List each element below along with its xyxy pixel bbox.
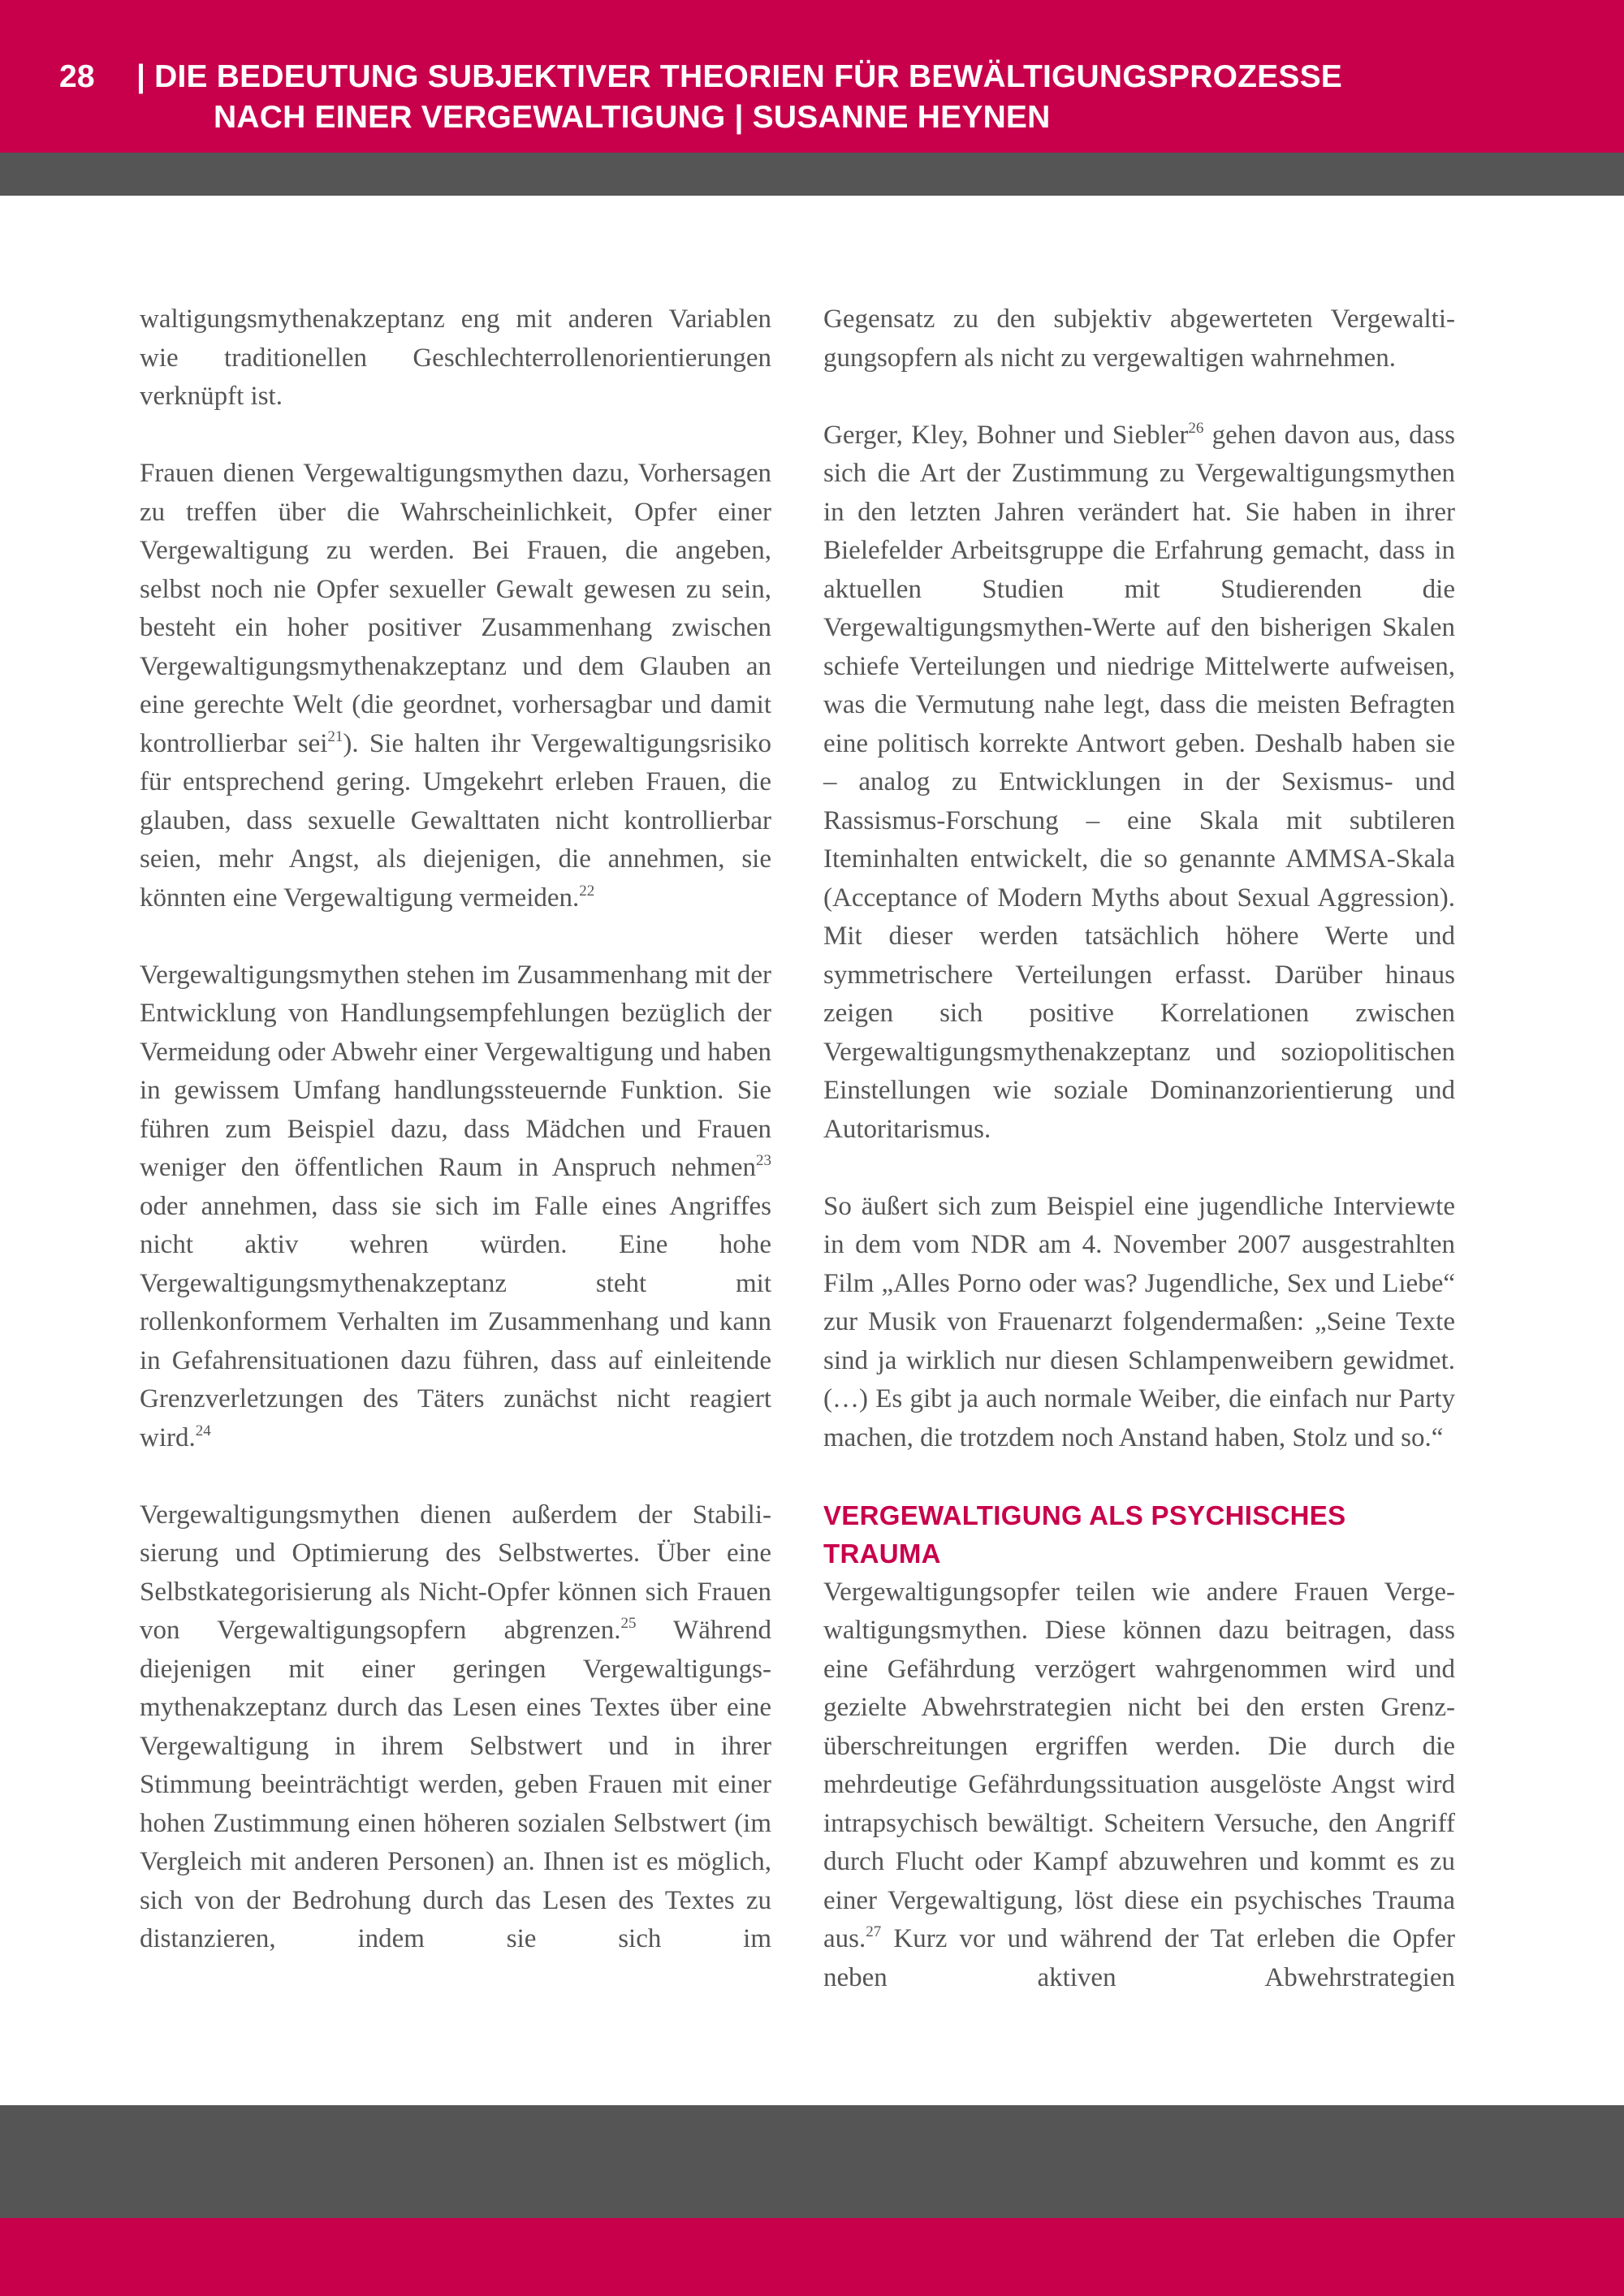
footnote-ref: 26 [1188,419,1204,437]
footnote-ref: 27 [866,1923,882,1940]
header-gray-band [0,153,1624,196]
paragraph: Gegensatz zu den subjektiv abgewerteten Vergewaltigungsopfern als nicht zu vergewaltigen wahrnehmen. [823,304,1455,373]
page-number: 28 [59,59,95,94]
paragraph: Vergewaltigungsmythen dienen außerdem der Stabilisierung und Optimierung des Selbstwertes. Über eine Selbstkategorisierung als Nicht-Opfer können sich Frauen von Vergewaltigungsopfern abgrenzen.$^{25}$ Während diejenigen mit einer geringen Vergewaltigungsmythenakzeptanz durch das Lesen eines Textes über eine Vergewaltigung in ihrem Selbstwert und in ihrer Stimmung beeinträchtigt werden, geben Frauen mit einer hohen Zustimmung einen höheren sozialen Selbstwert (im Vergleich mit anderen Personen) an. Ihnen ist es möglich, sich von der Bedrohung durch das Lesen des Textes zu distanzieren, indem sie sich im [140,1500,771,1953]
paragraph: Gerger, Kley, Bohner und Siebler$^{26}$ gehen davon aus, dass sich die Art der Zustimmung zu Vergewaltigungsmythen in den letzten Jahren verändert hat. Sie haben in ihrer Bielefelder Arbeitsgruppe die Erfahrung gemacht, dass in aktuellen Studien mit Studierenden die Vergewaltigungsmythen-Werte auf den bisherigen Skalen schiefe Verteilungen und niedrige Mittelwerte aufweisen, was die Vermutung nahe legt, dass die meisten Befragten eine politisch korrekte Antwort geben. Deshalb haben sie – analog zu Entwicklungen in der Sexismus- und Rassismus-Forschung – eine Skala mit subtileren Iteminhalten entwickelt, die so genannte AMMSA-Skala (Acceptance of Modern Myths about Sexual Aggression). Mit dieser werden tatsächlich höhere Werte und symmetrischere Verteilungen erfasst. Darüber hinaus zeigen sich positive Korrelationen zwischen Vergewaltigungsmythenakzeptanz und soziopolitischen Einstellungen wie soziale Dominanzorientierung und Autoritarismus. [823,419,1456,1144]
footer-gray-band [0,2105,1624,2218]
running-title-line-2: NACH EINER VERGEWALTIGUNG | SUSANNE HEYNEN [214,100,1051,135]
running-head [59,57,1342,138]
footnote-ref: 22 [579,882,595,900]
footer-accent-band [0,2218,1624,2296]
footnote-ref: 23 [756,1152,771,1169]
footnote-ref: 25 [620,1615,637,1632]
section-heading: VERGEWALTIGUNG ALS PSYCHISCHES TRAUMA [823,1500,1346,1569]
page-header [0,0,1624,153]
paragraph: Vergewaltigungsopfer teilen wie andere Frauen Vergewaltigungsmythen. Diese können dazu beitragen, dass eine Gefährdung verzögert wahrgenommen wird und gezielte Abwehrstrategien nicht bei den ersten Grenzüberschreitungen ergriffen werden. Die durch die mehrdeutige Gefährdungssituation ausgelöste Angst wird intrapsychisch bewältigt. Scheitern Versuche, den Angriff durch Flucht oder Kampf abzuwehren und kommt es zu einer Vergewaltigung, löst diese ein psychisches Trauma aus.$^{27}$ Kurz vor und während der Tat erleben die Opfer neben aktiven Abwehrstrategien [823,1577,1455,1992]
right-column [823,300,1455,1997]
footnote-ref: 24 [195,1422,211,1439]
left-column [140,300,771,1959]
paragraph: So äußert sich zum Beispiel eine jugendliche Interviewte in dem vom NDR am 4. November 2007 ausgestrahlten Film „Alles Porno oder was? Jugendliche, Sex und Liebe“ zur Musik von Frauenarzt folgendermaßen: „Seine Texte sind ja wirklich nur diesen Schlampenweibern gewidmet. (…) Es gibt ja auch normale Weiber, die einfach nur Party machen, die trotzdem noch Anstand haben, Stolz und so.“ [823,1191,1455,1452]
paragraph: waltigungsmythenakzeptanz eng mit anderen Variablen wie traditionellen Geschlechterrollenorientierungen verknüpft ist. [140,304,771,411]
paragraph: Vergewaltigungsmythen stehen im Zusammenhang mit der Entwicklung von Handlungsempfehlungen bezüglich der Vermeidung oder Abwehr einer Vergewaltigung und haben in gewissem Umfang handlungssteuernde Funktion. Sie führen zum Beispiel dazu, dass Mädchen und Frauen weniger den öffentlichen Raum in Anspruch nehmen$^{23}$ oder annehmen, dass sie sich im Falle eines Angriffes nicht aktiv wehren würden. Eine hohe Vergewaltigungsmythenakzeptanz steht mit rollenkonformem Verhalten im Zusammenhang und kann in Gefahrensituationen dazu führen, dass auf einleitende Grenzverletzungen des Täters zunächst nicht reagiert wird.$^{24}$ [140,960,771,1452]
paragraph: Frauen dienen Vergewaltigungsmythen dazu, Vorhersagen zu treffen über die Wahrscheinlichkeit, Opfer einer Vergewaltigung zu werden. Bei Frauen, die angeben, selbst noch nie Opfer sexueller Gewalt gewesen zu sein, besteht ein hoher positiver Zusammenhang zwischen Vergewaltigungsmythenakzeptanz und dem Glauben an eine gerechte Welt (die geordnet, vorhersagbar und damit kontrollierbar sei$^{21}$). Sie halten ihr Vergewaltigungsrisiko für entsprechend gering. Umgekehrt erleben Frauen, die glauben, dass sexuelle Gewalttaten nicht kontrollierbar seien, mehr Angst, als diejenigen, die annehmen, sie könnten eine Vergewaltigung vermeiden.$^{22}$ [140,459,771,913]
footnote-ref: 21 [327,727,343,745]
running-title-line-1: | DIE BEDEUTUNG SUBJEKTIVER THEORIEN FÜR BEWÄLTIGUNGSPROZESSE [136,59,1343,94]
